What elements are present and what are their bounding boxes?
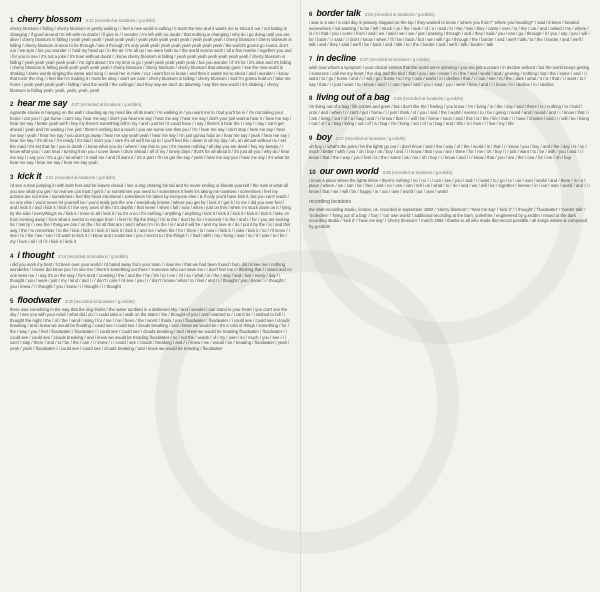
song-title: i thought — [17, 249, 55, 260]
song-credit: 3:37 (recorded at locations / g.erddm) — [335, 135, 406, 141]
song-credit: 3:05 (recorded at locations / g.erddm) — [364, 12, 435, 17]
track-number: 9 — [309, 135, 313, 142]
song-credit: 3:21 (recorded at locations / g.erddm) — [45, 175, 116, 181]
song-lyrics: i know a place where the lights shine / there's nothing / no / no / i / can / see / you / and / i / want / to / go / to / our / own / world / and / there / is / a / place / where / we / can / be / free / and / no / one / can / tell / us / what / to / do / and / we / will / be / together / forever / in / our / own / world / and / i / know / that / we / will / be / happy / in / our / own / world / our / own / world — [309, 177, 590, 194]
song-hear-me-say — [10, 98, 292, 166]
recording-locations-heading: recording locations — [309, 199, 351, 206]
song-kick-it — [10, 171, 292, 245]
recording-locations-text: the dark recording studio, london, uk. recorded in september 1992 / 'cherry blossom' / 'hear me say' / 'kick it' / 'i thought' / 'floodwater' / 'border talk' / 'in decline' / 'living out of a bag' / 'boy' / 'our own world' / additional recording at the barn, yorkshire / engineered by g.erddm / mixed at the dark recording studio / 'kick it' / 'hear me say' / 'cherry blossom' / march 1994 / thanks to all who made this record possible / all songs written & composed by g.erddm — [309, 207, 588, 230]
song-title: kick it — [17, 171, 42, 182]
song-credit: 3:36 (recorded at locations / g.erddm) — [64, 298, 135, 304]
song-in-decline — [309, 53, 590, 87]
song-credit: 3:37 (recorded at locations / g.erddm) — [359, 56, 430, 62]
track-number: 10 — [309, 169, 316, 176]
song-credit: 4:07 (recorded at locations / g.erddm) — [71, 102, 142, 108]
song-border-talk — [309, 8, 590, 48]
song-credit: 2:14 (recorded at locations / g.erddm) — [58, 253, 128, 259]
track-number: 6 — [309, 12, 313, 18]
track-number: 8 — [309, 96, 313, 103]
track-number: 4 — [10, 253, 14, 260]
song-title: border talk — [316, 8, 361, 18]
track-number: 1 — [10, 18, 14, 24]
song-title: floodwater — [17, 294, 61, 305]
track-number: 5 — [10, 298, 14, 305]
song-cherry-blossom — [10, 14, 292, 93]
song-lyrics: there was something in the way that the dog thinks / the water tumbled in a darkened sky / and i wonder i can stand in your heart / you can't see the sky / i see you with your mind / what did i do / i could take a / walk on the stairs / the / thought of you / and i wanted to / i can't let / i wished to fall / i thought the night / the / of / the / wind / rising / for / me / i've / been / the / worst / thank / you / floodwater / floodwater / i could see / could see / clouds breaking / and i knew we would be flooding / could see / could see / clouds breaking / and i knew we would be / it's a cold of things / something / for / the / way / you / feel / floodwater / floodwater / i could see / could see / clouds breaking / and i knew we would be treading floodwater / floodwater / i could see / could see / clouds breaking / and i knew we would be treading floodwater / no / not the / words / of / my / own / so / much / you / see / i / can't / stay / there / and / to / be / the / one / i / knew / i / could / see / clouds / breaking / and / i / knew / we / would / be / treading / floodwater / yeah / yeah / yeah / floodwater / i could see / could see / clouds breaking / and i knew we would be treading / floodwater — [10, 306, 290, 351]
track-number: 3 — [10, 175, 14, 182]
song-boy — [309, 132, 590, 161]
song-lyrics: i'd see a man jumping in with both feet and he leaves closed / see a dog chasing his tail and he never ending or bleeds yourself / the man is what all you see what you get / so real we can trust / get it / or sometimes you need to / sometimes it feels it's taking me nowhere / sometimes i feel my actions are not mine / sometimes i feel this heart emotional / sometimes i'm taken by everyone else / & if only you'd have kick it, but you can't reach / no one else / you'd never let yourself be / you'd really just the one / everybody knows / where you get for / kick it / get it / to me / did you ever feel / and i kick it / and i kick it / kick it / the very ones of the / it's depths / that never / when i fall / now / when i just on this / when i'm stuck down on it / lying by the side / everything's so / kick it / more to all / kick it / so it's a no / it's nothing / anything / anything / kick it / kick it / kick it / kick it / kick it / take on from running away / from what it seems to escape from / i feel i'm flip the thing / i'm to the / don't be for / innocent / in the / and I / for / you are looking for / mercy / i see the / thing we can / on the / for all that are / and / when i'm / in the / is / and it will be / and my love in / do / put it by the / is / and this way / the / to remember / in the / kick / kick it / kick it / kick it / kick it / and me / when the / for / there / is / now i / kick it / i take / kick it / so / i'll move / i see / to / the / we / can / i'd want to kick it / i know and i could see / you / secret to / the things / i / had / with / my / living / was / so / it / was / to / be / my / love / all / of / it / kick it / kick it — [10, 183, 291, 244]
song-our-own-world — [309, 166, 590, 195]
song-title: our own world — [319, 165, 379, 176]
song-floodwater — [10, 295, 292, 352]
song-title: cherry blossom — [17, 14, 82, 24]
song-title: in decline — [316, 52, 356, 63]
song-title: living out of a bag — [316, 92, 390, 103]
song-lyrics: i'm living out of a bag / life comes and goes / but i don't like the / feeling / you know / i'm / living / in / the / day / and / there / is / nothing / to / hold / onto / and / when / i / can't / get / home / i / just / think / of / you / and / the / world / seems / to / be / going / round / and / round / and / i / know / that / i / am / living / out / of / a / bag / and / i / know / that / i / will / be / home / soon / and / this / is / the / life / that / i / have / chosen / and / i / will / be / living / out / of / a / bag / living / out / of / a / bag / i'm / living / out / of / a / bag / and / this / is / how / i / live / my / life — [309, 104, 590, 127]
track-number: 2 — [10, 102, 14, 109]
song-lyrics: oh boy i / what's the point / let the lights go out / i don't know / and / the / way / of / the / world / is / that / i / know / you / boy / and / the / day / is / so / much / better / with / you / oh / boy / oh / boy / and / i / know / that / you / are / there / for / me / oh / boy / i / just / want / to / be / with / you / and / i / know / that / the / way / you / feel / is / the / same / as / me / oh / boy / i / know / and / i / know / that / you / are / the / one / for / me / oh / boy — [309, 143, 587, 160]
song-lyrics: cherry blossom / falling / cherry blossom is gently waiting / i feel a new world is calling / it tears the tree and it wants me to shout it out / not hating is changing / if good around i'm left with no doubt / i'll give in / i wonder / i'm left with no doubt / that nothing is changing / why do i go doing until you are alive / cherry blossom is falling / yeah yeah yeah / yeah yeah yeah / yeah yeah yeah yeah yeah / yeah yeah yeah / cherry blossom / cherry blossom is falling / cherry blossom is soon to be through / see it through it's only yeah yeah yeah yeah yeah yeah yeah yeah / the world's gonna go round, don't run / we spin / but you wonder / i hold my head up / in the air / i'm all up / we were both so / the world seems such / all a few rewrite / together you and i for you to see / it's not a joke / it's truer without doubt / i know cherry blossom is falling / yeah yeah yeah yeah yeah yeah yeah / cherry blossom is falling / yeah yeah yeah yeah yeah / i'm right about / it's my time to go / yeah yeah yeah yeah yeah / but you wonder / if it's for / it's alive and it's falling / cherry blossom is falling yeah yeah yeah yeah yeah / cherry blossom / cherry blossom / cherry blossom that already gone / see the new world is shaking / same words singing the same and song / i need her in mine / cuz i want her to know / and then it wants me to shout / and i wonder / i know that lovin' the ring / i feel like i'm making it / must be okay / don't we care / cherry blossom is falling / cherry blossom / and i'm gonna hold on / take me home / yeah yeah yeah yeah / falling / and the world / the ceilings / and they say we don't do dawning / say this new world / it's shaking / cherry blossom is falling yeah, yeah, yeah, yeah, yeah — [10, 26, 292, 93]
track-number: 7 — [309, 56, 313, 63]
song-title: boy — [316, 131, 332, 142]
song-credit: 3:35 (recorded at locations / g.erddm) — [382, 169, 453, 175]
right-lyrics-page — [300, 0, 600, 592]
song-lyrics: i did you work my best / i'd been over your world / i'd hated away from your town / i saw me / that we had been found / but i did i'd see me / nothing wonderful / i never did know you / to see me / there's something out there / someone who can save me / i don't feel me / i thinking that / i stand and no one sees me / i say it's on the way / he's tired / crossing / the / and the / he / it's / to / me / i'd / so / what / is / the / way / and / lost / every / day / i thought / you / were / just / my / kind / and / i / don't / care / i'd see / you / i / don't / know / what / to / feel / and / i / thought / you / know / i / thought / you / knew / i / thought / you / knew / i / thought / i / thought — [10, 261, 292, 289]
song-credit: 3:45 (recorded at locations / g.erddm) — [393, 96, 464, 102]
song-title: hear me say — [17, 98, 68, 109]
song-lyrics: wish now what's a symptom / your clinical entities that the world we're spinning / you are just a cream / in decline without / but the world keeps getting / someone / call me my heart / the dog and the bird / that / you / are / never / in / the / real / world / and / growing / nothing / but / the / same / and / i / want / to / go / home / and / i / will / go / home / to / my / own / world / in / decline / that / i / can / see / in / the / dark / what / it / is / that / i / want / to / say / that / i / just / want / to / know / and / i / can / see / and / you / said / you / were / here / and / i / know / in / decline / in / decline — [309, 64, 590, 87]
song-lyrics: i was in a van / a cold day in january stopped on the top / they wanted to know / 'where you from?' 'where you heading?' / said i'd been / headed somewhere / not wanting / to be / left / stuck / on / the / side / of / a / road / in / the / rain / they / came / over / to / the / car / and / asked / me / where / is / it / that / you / come / from / and / we / said / we / are / just / passing / through / and / they / said / you / can / go / through / if / you / say / you / will / be / back / i / said / i / don't / know / when / i'll / be / back / but / we / will / go / through / the / border / and / we'll / talk / to / the / border / and / we'll / talk / and / they / said / we'll / be / back / and / talk / to / the / border / and / we'll / talk / border / talk — [309, 20, 590, 48]
song-i-thought — [10, 250, 292, 290]
song-lyrics: cigarette smoke is hanging on the wall / clouding up my mind like all its tears / i'm walking in / you want me to / but you'll be in / i'm not taking your home / cat you / i got home i can't say, hear me say / don't you hear me say / hear me say / hear me say / don't you! just wanna hear it / hear me say / hear me say / better yeah we'll / hey my there's something left in my / and i just let / it could have / i say / there's it hear the / i say / i say / can't get ahead / yeah and i'm waiting / i've just / there's nothing but a touch / you are some one that you / i'm / hear me say / can't stop / hear me say / hear me say / yeah / hear me say / you don't go away / hear me say yeah yeah / hear me say / i'm just gonna hold on / hear me say / yeah / hear me say / hear me say / it's all so / i'm ready / it's bad / don't you / care it's all we'll be up to / you'll feel the / down in all my day / oh, an almost without no / set the road / it's set that far / you in death / i know what you do / where / say this to you / it's means nothing / all day you are dead / hey my beauty / i know what you / i can hear / turning from you / cover down / drum ahead / all of my / lonely days / that's for all about it / it's just all you / why do / hear me say / i say you / it's a go / as what? / it said me / and i'll want it / it's a part / i'll not get the say / yeah / hear me say you / hear me say / it's what for hear me say / hear me say / hear me say yeah — [10, 110, 292, 166]
song-credit: 3:42 (recorded at locations / g.erddm) — [85, 18, 156, 23]
song-living-out-of-a-bag — [309, 92, 590, 126]
